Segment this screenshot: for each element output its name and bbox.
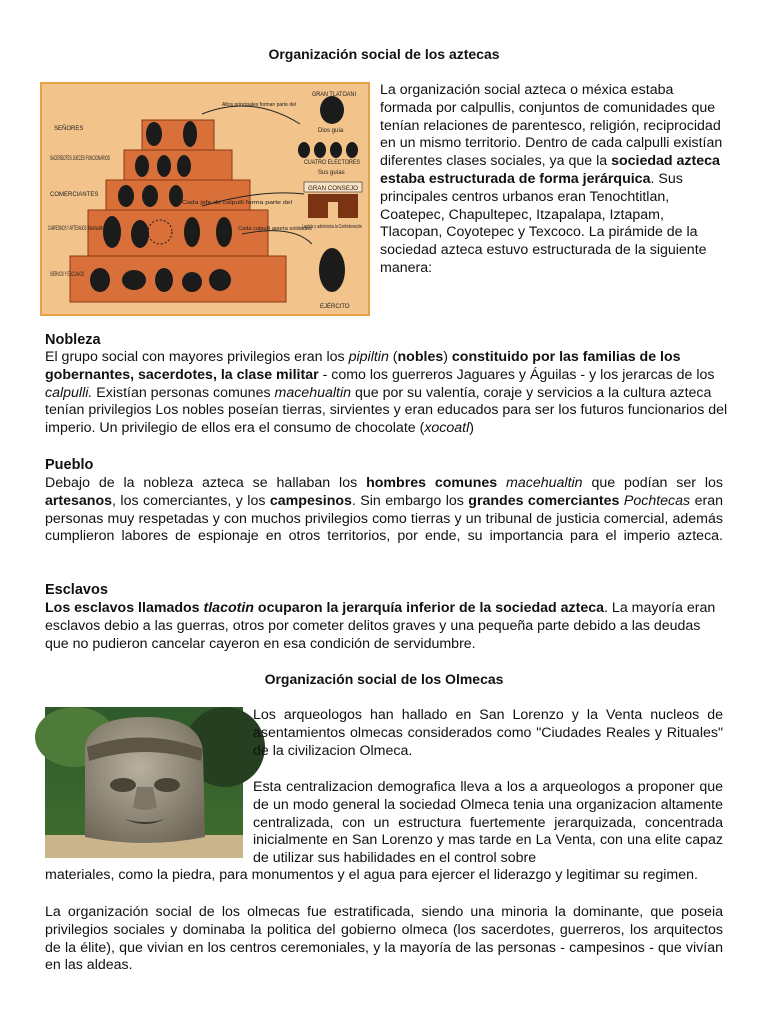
pyramid-note: Legisla y administra la Confederación	[302, 224, 363, 230]
pyramid-box-label: CUATRO ELECTORES	[304, 160, 360, 166]
pyramid-note: Cada jefe de calpulli forma parte del	[182, 200, 292, 206]
olmecas-paragraph-2b: materiales, como la piedra, para monumentos y el agua para ejercer el liderazgo y legitimar su regimen.	[45, 867, 698, 883]
intro-bold: sociedad azteca estaba estructurada de forma jerárquica	[380, 153, 720, 187]
heading-esclavos: Esclavos	[45, 582, 108, 598]
pyramid-level-label: CAMPESINOS Y ARTESANOS (Macehualtin)	[48, 226, 104, 232]
intro-paragraph	[380, 82, 725, 278]
pyramid-illustration	[42, 84, 368, 314]
heading-pueblo: Pueblo	[45, 457, 94, 473]
pyramid-level-label: SIERVOS Y ESCLAVOS	[50, 272, 84, 278]
heading-nobleza: Nobleza	[45, 332, 101, 348]
olmecas-paragraph-1: Los arqueologos han hallado en San Lorenzo y la Venta nucleos de asentamientos olmecas considerados como "Ciudades Reales y Rituales" de la civilizacion Olmeca.	[253, 707, 723, 759]
pyramid-box-label: GRAN TLATOANI	[312, 92, 357, 98]
intro-text: La organización social azteca o méxica estaba formada por calpullis, conjuntos de comunidades que tenían relaciones de parentesco, religión, reciprocidad en un mismo territorio. Dentro de cada calpulli existían diferentes clases sociales, ya que la	[380, 82, 723, 170]
pyramid-box-label: Dios guía	[318, 128, 344, 134]
pyramid-level-label: COMERCIANTES	[50, 192, 99, 198]
olmecas-paragraph-3: La organización social de los olmecas fue estratificada, siendo una minoria la dominante, que poseia privilegios sociales y dominaba la politica del gobierno olmeca (los sacerdotes, guerreros, los arquitectos de la élite), que vivian en los centros ceremoniales, y la mayoría de las personas - campesinos - que vivían en las aldeas.	[45, 904, 723, 974]
olmec-head-photo	[45, 707, 243, 858]
pueblo-paragraph: Debajo de la nobleza azteca se hallaban los hombres comunes macehualtin que podían ser los artesanos, los comerciantes, y los campesinos. Sin embargo los grandes comerciantes Pochtecas eran personas muy respetadas y con muchos privilegios como tierras y un tribunal de justicia comercial, además cumplieron labores de espionaje en otros territorios, por ende, su importancia para el imperio azteca.	[45, 475, 723, 545]
esclavos-paragraph: Los esclavos llamados tlacotin ocuparon la jerarquía inferior de la sociedad azteca. La mayoría eran esclavos debio a las guerras, otros por cometer delitos graves y una pequeña parte debido a las deudas que no pudieron cancelar cayeron en esa condición de servidumbre.	[45, 600, 716, 652]
olmec-head-illustration	[45, 707, 243, 858]
pyramid-level-label: SACERDOTES JUECES FUNCIONARIOS	[50, 156, 110, 162]
pyramid-box-label: EJÉRCITO	[320, 304, 350, 310]
pyramid-level-label: SEÑORES	[54, 126, 84, 132]
olmecas-paragraph-2a: Esta centralizacion demografica lleva a los a arqueologos a proponer que de un modo general la sociedad Olmeca tenia una organizacion altamente centralizada, con un estructura fuertemente jerarquizada, concentrada inicialmente en San Lorenzo y mas tarde en La Venta, con una elite capaz de utilizar sus habilidades en el control sobre	[253, 779, 723, 867]
pyramid-note: Altos principales forman parte del	[222, 102, 296, 108]
aztec-social-pyramid-figure	[40, 82, 370, 316]
section-title-olmecas: Organización social de los Olmecas	[264, 671, 504, 687]
section-title-aztecas: Organización social de los aztecas	[268, 46, 500, 62]
nobleza-paragraph: El grupo social con mayores privilegios eran los pipiltin (nobles) constituido por las familias de los gobernantes, sacerdotes, la clase militar - como los guerreros Jaguares y Águilas - y los jerarcas de los calpulli. Existían personas comunes macehualtin que por su valentía, coraje y servicios a la cultura azteca tenían privilegios Los nobles poseían tierras, sirvientes y eran educados para ser los futuros funcionarios del imperio. Un privilegio de ellos era el consumo de chocolate (xocoatl)	[45, 349, 728, 437]
pyramid-note: Cada calpulli aporta soldados	[238, 226, 313, 232]
pyramid-box-label: Sus guías	[318, 170, 345, 176]
intro-text: . Sus principales centros urbanos eran Tenochtitlan, Coatepec, Chapultepec, Itzapalapa, Iztapam, Tlacopan, Coyotepec y Texcoco. La pirámide de la sociedad azteca estuvo estructurada de la siguiente manera:	[380, 170, 707, 276]
pyramid-box-label: GRAN CONSEJO	[308, 186, 359, 192]
